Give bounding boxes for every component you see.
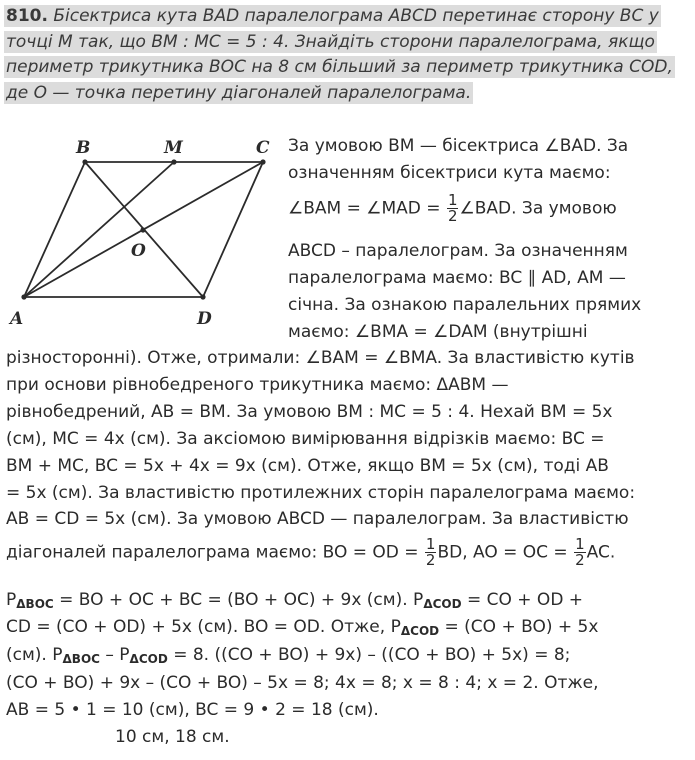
point-d	[200, 294, 205, 299]
task-statement	[4, 4, 688, 106]
solution-line-1: За умовою BM — бісектриса ∠BAD. За	[288, 136, 629, 156]
solution-line-3: ∠BAM = ∠MAD = $\frac{1}{2}$ ∠BAD. За умовою	[288, 191, 617, 225]
solution-line-4: ABCD – паралелограм. За означенням	[288, 241, 628, 261]
answer: 10 см, 18 см.	[115, 727, 230, 747]
solution-line-6: січна. За ознакою паралельних прямих	[288, 295, 642, 315]
label-o: O	[131, 241, 146, 261]
parallelogram-diagram	[4, 135, 286, 335]
label-b: B	[76, 138, 91, 158]
label-a: A	[10, 309, 24, 329]
point-o	[140, 227, 145, 232]
solution-line-19: (CO + BO) + 9x – (CO + BO) – 5x = 8; 4x = 8; x = 8 : 4; x = 2. Отже,	[6, 673, 599, 693]
solution-line-5: паралелограма маємо: BC ∥ AD, AM —	[288, 268, 626, 288]
solution-line-16: $P_{\Delta BOC}$ = BO + OC + BC = (BO + OC) + 9x (см). $P_{\Delta COD}$ = CO + OD +	[6, 590, 584, 611]
solution-line-15: діагоналей паралелограма маємо: BO = OD = $\frac{1}{2}$ BD, AO = OC = $\frac{1}{2}$ AC.	[6, 535, 616, 569]
solution-line-20: AB = 5 • 1 = 10 (см), BC = 9 • 2 = 18 (см).	[6, 700, 379, 720]
label-m: M	[164, 138, 183, 158]
fraction-one-half: $\frac{1}{2}$	[425, 535, 436, 569]
solution-line-12: BM + MC, BC = 5x + 4x = 9x (см). Отже, якщо BM = 5x (см), тоді AB	[6, 456, 609, 476]
solution-line-13: = 5x (см). За властивістю протилежних сторін паралелограма маємо:	[6, 483, 636, 503]
point-a	[21, 294, 26, 299]
solution-line-2: означенням бісектриси кута маємо:	[288, 163, 611, 183]
parallelogram-figure	[4, 135, 286, 335]
task-number: 810.	[6, 6, 48, 26]
bisector-am	[24, 162, 174, 297]
solution-line-9: при основи рівнобедреного трикутника маємо: ΔABM —	[6, 375, 509, 395]
point-c	[260, 159, 265, 164]
label-d: D	[197, 309, 212, 329]
point-b	[82, 159, 87, 164]
solution-line-11: (см), MC = 4x (см). За аксіомою вимірювання відрізків маємо: BC =	[6, 429, 605, 449]
fraction-one-half: $\frac{1}{2}$	[447, 191, 458, 225]
solution-line-18: (см). $P_{\Delta BOC} - P_{\Delta COD} = 8$. ((CO + BO) + 9x) – ((CO + BO) + 5x) = 8;	[6, 645, 571, 666]
solution-line-10: рівнобедрений, AB = BM. За умовою BM : MC = 5 : 4. Нехай BM = 5x	[6, 402, 613, 422]
solution-line-7: маємо: ∠BMA = ∠DAM (внутрішні	[288, 322, 588, 342]
task-text: Бісектриса кута BAD паралелограма ABCD перетинає сторону BC у точці M так, що BM : MC = 5 : 4. Знайдіть сторони паралелограма, якщо периметр трикутника BOC на 8 см більший за периметр трикутника COD, де O — точка перетину діагоналей паралелограма.	[6, 6, 673, 103]
label-c: C	[256, 138, 270, 158]
solution-line-8: різносторонні). Отже, отримали: ∠BAM = ∠BMA. За властивістю кутів	[6, 348, 635, 368]
point-m	[171, 159, 176, 164]
solution-line-17: CD = (CO + OD) + 5x (см). BO = OD. Отже, $P_{\Delta COD} = (CO + BO) + 5x$	[6, 617, 599, 638]
solution-line-14: AB = CD = 5x (см). За умовою ABCD — паралелограм. За властивістю	[6, 509, 629, 529]
fraction-one-half: $\frac{1}{2}$	[575, 535, 585, 569]
